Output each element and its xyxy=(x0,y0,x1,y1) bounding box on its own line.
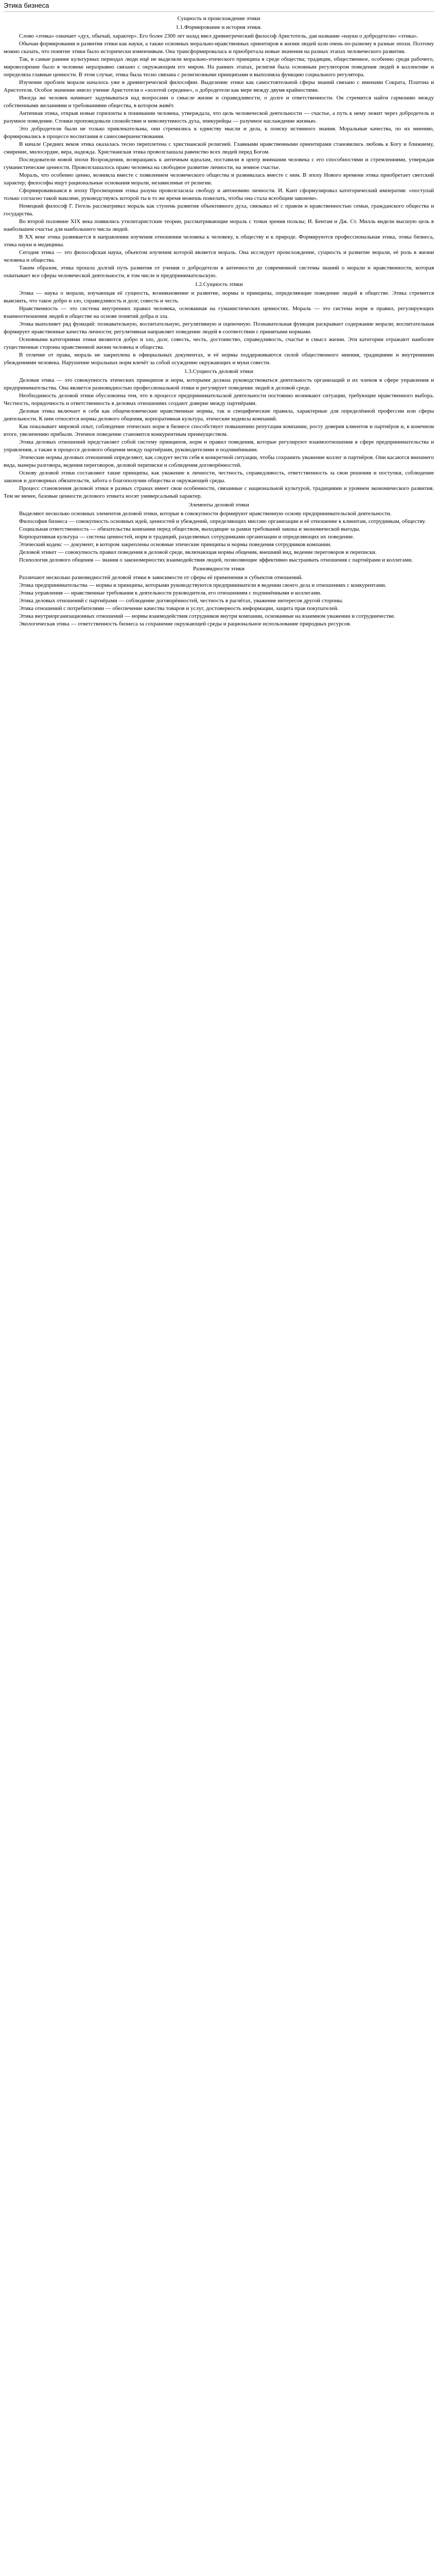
section-body-1-3 xyxy=(4,377,434,500)
list-item: Социальная ответственность — обязательства компании перед обществом, выходящие за рамки требований закона и экономической выгоды. xyxy=(19,526,360,532)
types-list xyxy=(4,582,434,628)
paragraph: Немецкий философ Г. Гегель рассматривал мораль как ступень развития объективного духа, связывал её с правом и нравственностью семьи, гражданского общества и государства. xyxy=(4,203,434,217)
paragraph: Процесс становления деловой этики в разных странах имеет свои особенности, связанные с национальной культурой, традициями и уровнем экономического развития. Тем не менее, базовые ценности делового этикета носят универсальный характер. xyxy=(4,485,434,499)
paragraph: Как показывает мировой опыт, соблюдение этических норм в бизнесе способствует повышению репутации компании, росту доверия клиентов и партнёров и, в конечном итоге, увеличению прибыли. Этичное поведение становится конкурентным преимуществом. xyxy=(4,423,434,437)
paragraph: Деловая этика включает в себя как общечеловеческие нравственные нормы, так и специфические правила, характерные для определённой профессии или сферы деятельности. К ним относятся нормы делового общения, корпоративная культура, этические кодексы компаний. xyxy=(4,408,434,422)
section-heading-1-2: 1.2.Сущность этики xyxy=(195,281,243,287)
paragraph: Этика деловых отношений представляет собой систему принципов, норм и правил поведения, которые регулируют взаимоотношения в сфере предпринимательства и управления, а также в процессе делового общения между партнёрами, руководителями и подчинёнными. xyxy=(4,439,434,453)
paragraph: Этика выполняет ряд функций: познавательную, воспитательную, регулятивную и оценочную. Познавательная функция раскрывает содержание морали; воспитательная формирует нравственные качества личности; регулятивная направляет поведение людей в соответствии с принятыми нормами. xyxy=(4,321,434,335)
list-item: Этика деловых отношений с партнёрами — соблюдение договорённостей, честность в расчётах, уважение интересов другой стороны. xyxy=(19,598,343,604)
title-divider xyxy=(4,11,434,12)
list-item: Экологическая этика — ответственность бизнеса за сохранение окружающей среды и рациональное использование природных ресурсов. xyxy=(19,621,352,627)
chapter-heading: Сущность и происхождение этики xyxy=(177,15,260,22)
list-item: Этика внутриорганизационных отношений — нормы взаимодействия сотрудников внутри компании, основанные на взаимном уважении и сотрудничестве. xyxy=(19,613,395,619)
section-body-1-1 xyxy=(4,32,434,280)
section-heading-elements: Элементы деловой этики xyxy=(188,502,249,508)
paragraph: Мораль, что особенно ценно, возникла вместе с появлением человеческого общества и развивалась вместе с ним. В эпоху Нового времени этика приобретает светский характер; философы ищут рациональные основания морали, независимые от религии. xyxy=(4,172,434,186)
paragraph: Необходимость деловой этики обусловлена тем, что в процессе предпринимательской деятельности постоянно возникают ситуации, требующие нравственного выбора. Честность, порядочность и ответственность в деловых отношениях создают доверие между партнёрами. xyxy=(4,393,434,406)
paragraph: Деловая этика — это совокупность этических принципов и норм, которыми должна руководствоваться деятельность организаций и их членов в сфере управления и предпринимательства. Она является разновидностью профессиональной этики и регулирует поведение людей в деловой среде. xyxy=(4,377,434,391)
paragraph: Это добродетели были не только привлекательны, они стремились к единству мысли и дела, к поиску истинного знания. Моральные качества, по их мнению, формировались в процессе воспитания и самосовершенствования. xyxy=(4,126,434,140)
elements-intro: Выделяют несколько основных элементов деловой этики, которые в совокупности формируют нравственную основу предпринимательской деятельности. xyxy=(19,511,392,517)
list-item: Корпоративная культура — система ценностей, норм и традиций, разделяемых сотрудниками организации и определяющих их поведение. xyxy=(19,534,354,540)
section-heading-1-1: 1.1.Формирование и история этики. xyxy=(176,24,262,30)
section-heading-1-3: 1.3.Сущность деловой этики xyxy=(184,368,254,375)
paragraph: Обычаи формирования и развития этики как науки, а также основных морально-нравственных ориентиров в жизни людей шли очень по-разному в разные эпохи. Поэтому можно сказать, что понятие этики было исторически изменчивым. Она трансформировалась и приобретала новые значения на разных этапах человеческого развития. xyxy=(4,41,434,55)
list-item: Этический кодекс — документ, в котором закреплены основные этические принципы и нормы поведения сотрудников компании. xyxy=(19,541,332,548)
paragraph: Изучение проблем морали началось уже в древнегреческой философии. Выделение этики как самостоятельной сферы знаний связано с именами Сократа, Платона и Аристотеля. Особое значение имело учение Аристотеля о «золотой середине», о добродетели как мере между двумя крайностями. xyxy=(4,79,434,93)
page-title: Этика бизнеса xyxy=(4,2,49,9)
paragraph: Слово «этика» означает «дух, обычай, характер». Его более 2300 лет назад ввел древнегреческий философ Аристотель, дав название «науки о добродетели» «этика». xyxy=(19,33,418,39)
list-item: Философия бизнеса — совокупность основных идей, ценностей и убеждений, определяющих миссию организации и её отношение к клиентам, сотрудникам, обществу. xyxy=(19,518,426,524)
list-item: Этика управления — нравственные требования к деятельности руководителя, его отношениям с подчинёнными и коллегами. xyxy=(19,590,322,596)
list-item: Этика отношений с потребителями — обеспечение качества товаров и услуг, достоверность информации, защита прав покупателей. xyxy=(19,605,339,612)
paragraph: Основу деловой этики составляют такие принципы, как уважение к личности, честность, справедливость, ответственность за свои решения и поступки, соблюдение законов и договорных обязательств, забота о благополучии общества и окружающей среды. xyxy=(4,470,434,484)
paragraph: В XX веке этика развивается в направлении изучения отношения человека к человеку, к обществу и к природе. Формируются профессиональная этика, этика бизнеса, этика науки и медицины. xyxy=(4,234,434,248)
paragraph: Этика — наука о морали, изучающая её сущность, возникновение и развитие, нормы и принципы, определяющие поведение людей в обществе. Этика стремится выяснить, что такое добро и зло, справедливость и долг, совесть и честь. xyxy=(4,290,434,304)
section-heading-types: Разновидности этики xyxy=(193,566,245,572)
paragraph: Нравственность — это система внутренних правил человека, основанная на гуманистических ценностях. Мораль — это система норм и правил, регулирующих взаимоотношения людей в обществе на основе понятий добра и зла. xyxy=(4,306,434,319)
types-intro: Различают несколько разновидностей деловой этики в зависимости от сферы её применения и субъектов отношений. xyxy=(19,574,303,581)
list-item: Деловой этикет — совокупность правил поведения в деловой среде, включающая нормы общения, внешний вид, ведение переговоров и переписки. xyxy=(19,549,377,555)
paragraph: В начале Средних веков этика оказалась тесно переплетена с христианской религией. Главными нравственными ориентирами становились любовь к Богу и ближнему, смирение, милосердие, вера, надежда. Христианская этика провозглашала равенство всех людей перед Богом. xyxy=(4,141,434,155)
paragraph: Так, в самые ранние культурных периодах люди ещё не выделяли морально-этического принципа в среде общества; традиции, общественное, особенно среди рабочего, мировоззрение было в человеке неразрывно связано с окружающим его миром. На ранних этапах, религия была основным регулятором поведения людей в коллективе и определяла главные ценности. В этом случае, этика была тесно связана с религиозными принципами и выполняла функцию социального регулятора. xyxy=(4,56,434,78)
paragraph: Последователи новой эпохи Возрождения, возвращаясь к античным идеалам, поставили в центр внимания человека с его способностями и стремлениями, утверждая гуманистические ценности. Провозглашалось право человека на свободное развитие личности, на земное счастье. xyxy=(4,157,434,171)
paragraph: В отличие от права, мораль не закреплена в официальных документах, и её нормы поддерживаются силой общественного мнения, традициями и внутренними убеждениями человека. Нарушение моральных норм влечёт за собой осуждение окружающих и муки совести. xyxy=(4,352,434,366)
paragraph: Иногда же человек начинает задумываться над вопросами о смысле жизни и справедливости, о долге и ответственности. Он стремится найти гармонию между собственными желаниями и требованиями общества, в котором живёт. xyxy=(4,95,434,109)
section-body-1-2 xyxy=(4,290,434,367)
paragraph: Во второй половине XIX века появились утилитаристские теории, рассматривающие мораль с точки зрения пользы; И. Бентам и Дж. Ст. Милль видели высшую цель в наибольшем счастье для наибольшего числа людей. xyxy=(4,218,434,232)
list-item: Психология делового общения — знания о закономерностях взаимодействия людей, позволяющие эффективно выстраивать отношения с партнёрами и коллегами. xyxy=(19,557,413,563)
paragraph: Античная этика, открыв новые горизонты в понимании человека, утверждала, что цель человеческой деятельности — счастье, а путь к нему лежит через добродетель и разумное поведение. Стоики проповедовали спокойствие и невозмутимость духа, эпикурейцы — разумное наслаждение жизнью. xyxy=(4,110,434,124)
list-item: Этика предпринимательства — нормы и принципы, которыми руководствуются предприниматели в ведении своего дела и отношениях с конкурентами. xyxy=(19,582,387,588)
paragraph: Сформировавшаяся в эпоху Просвещения этика разума провозгласила свободу и автономию личности. И. Кант сформулировал категорический императив: «поступай только согласно такой максиме, руководствуясь которой ты в то же время можешь пожелать, чтобы она стала всеобщим законом». xyxy=(4,188,434,201)
paragraph: Этические нормы деловых отношений определяют, как следует вести себя в конкретной ситуации, чтобы сохранить уважение коллег и партнёров. Они касаются внешнего вида, манеры разговора, ведения переговоров, деловой переписки и соблюдения договорённостей. xyxy=(4,454,434,468)
paragraph: Сегодня этика — это философская наука, объектом изучения которой является мораль. Она исследует происхождение, сущность и развитие морали, её роль в жизни человека и общества. xyxy=(4,249,434,263)
paragraph: Таким образом, этика прошла долгий путь развития от учения о добродетели в античности до современной системы знаний о морали и нравственности, которая охватывает все сферы человеческой деятельности, в том числе и предпринимательскую. xyxy=(4,265,434,279)
paragraph: Основными категориями этики являются добро и зло, долг, совесть, честь, достоинство, справедливость, счастье и смысл жизни. Эти категории отражают наиболее существенные стороны нравственной жизни человека и общества. xyxy=(4,336,434,350)
elements-list xyxy=(4,518,434,564)
